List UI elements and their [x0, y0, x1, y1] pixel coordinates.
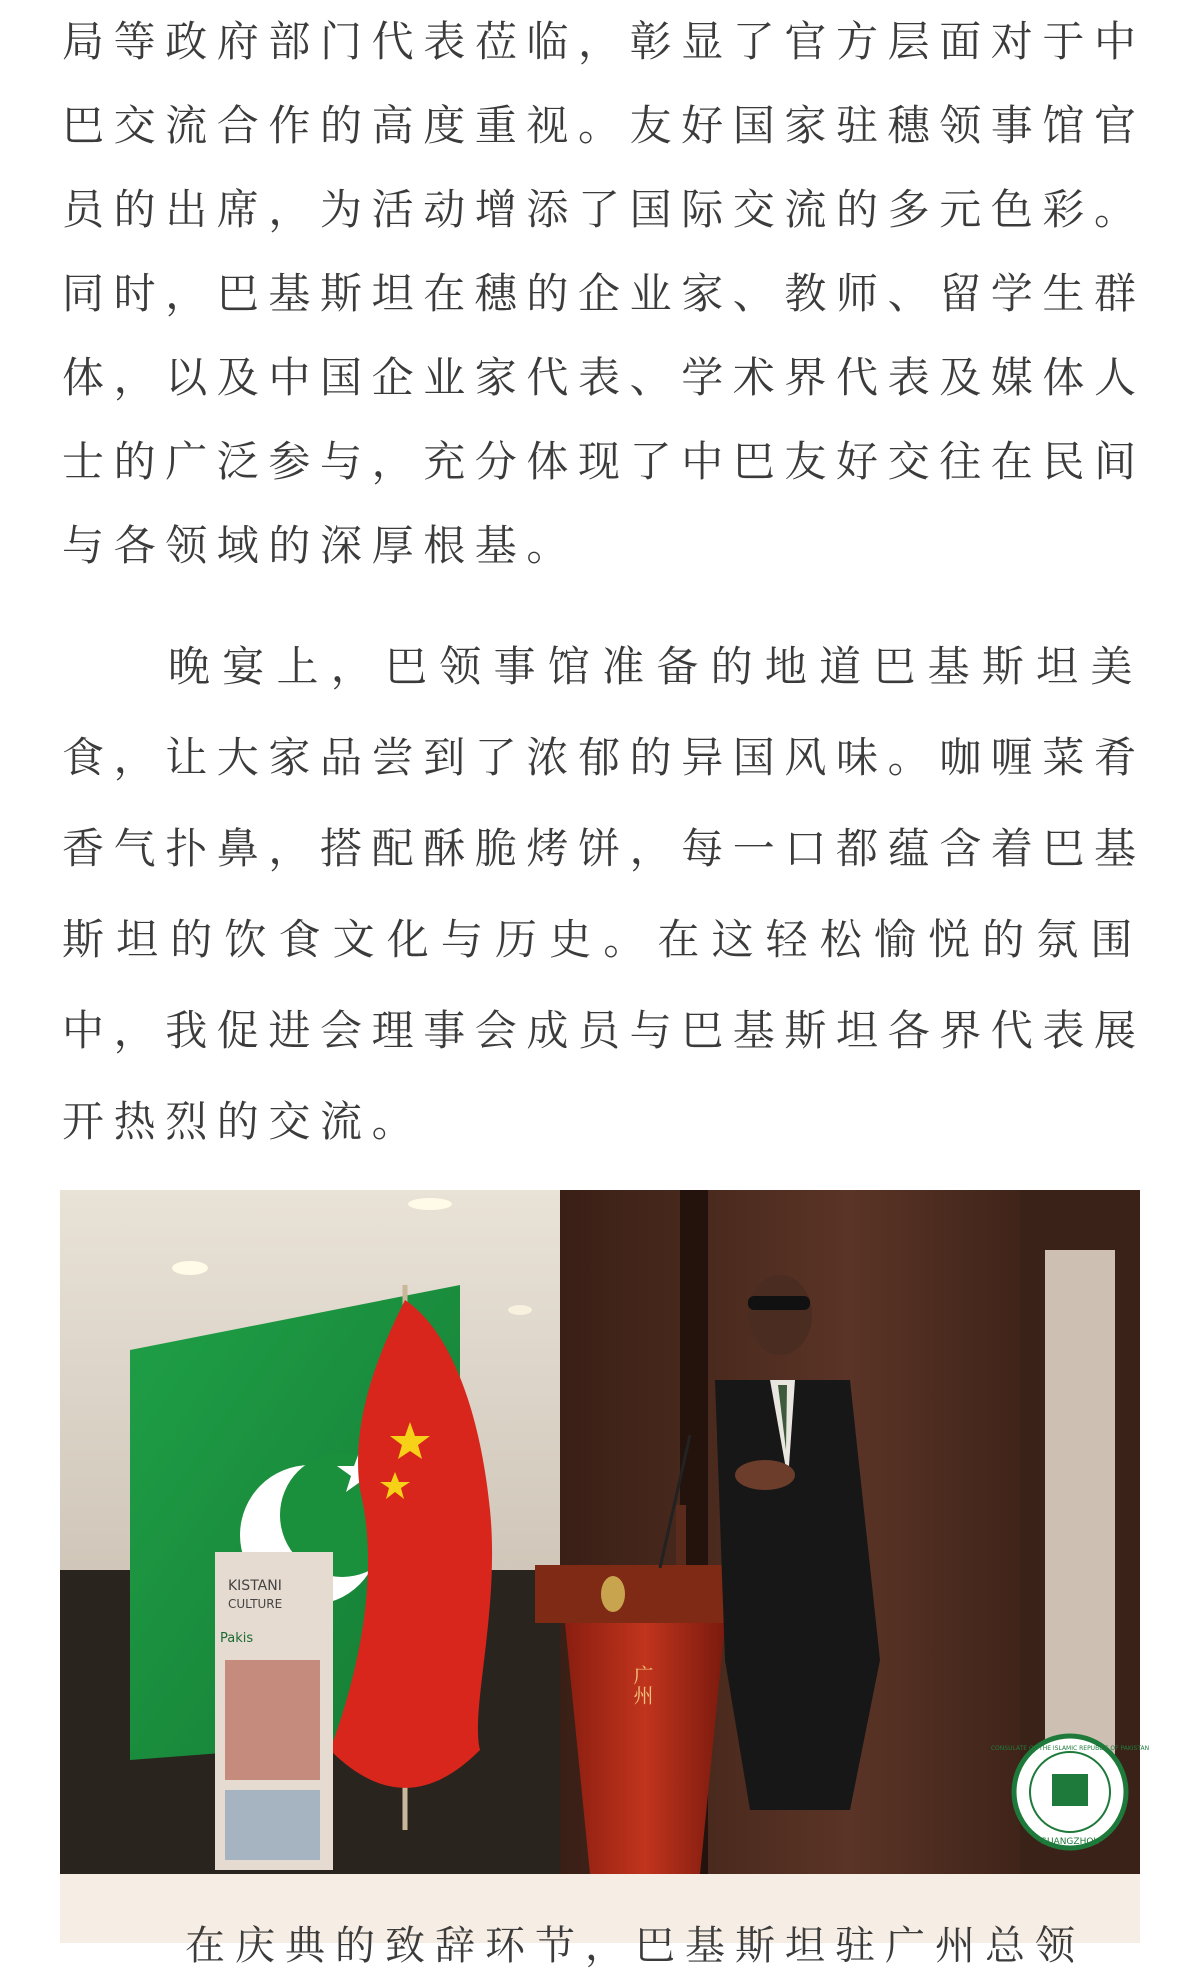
podium-top — [535, 1565, 745, 1623]
paragraph-line: 香气扑鼻，搭配酥脆烤饼，每一口都蕴含着巴基 — [62, 824, 1146, 873]
paragraph-line: 员的出席，为活动增添了国际交流的多元色彩。 — [62, 185, 1146, 234]
banner-text: Pakis — [220, 1631, 254, 1646]
ceiling-light — [408, 1198, 452, 1210]
banner-text: CULTURE — [228, 1597, 283, 1611]
photo-caption: 在庆典的致辞环节，巴基斯坦驻广州总领 — [185, 1923, 1085, 1969]
paragraph-line: 士的广泛参与，充分体现了中巴友好交往在民间 — [62, 437, 1146, 486]
podium-text: 广州 — [630, 1665, 654, 1705]
paragraph-line: 晚宴上，巴领事馆准备的地道巴基斯坦美 — [168, 642, 1142, 691]
article-photo[interactable] — [60, 1190, 1150, 1874]
paragraph-line: 同时，巴基斯坦在穗的企业家、教师、留学生群 — [62, 269, 1146, 318]
paragraph-line: 开热烈的交流。 — [62, 1097, 424, 1146]
seal-ring-text: CONSULATE OF THE ISLAMIC REPUBLIC OF PAKISTAN — [990, 1745, 1150, 1752]
speaker-suit — [715, 1380, 880, 1810]
article-paragraph-2 — [62, 621, 1146, 1167]
podium — [565, 1623, 725, 1874]
event-photo-illustration — [60, 1190, 1150, 1874]
ceiling-light — [172, 1261, 208, 1275]
article-paragraph-1 — [62, 0, 1146, 588]
seal-city: GUANGZHOU — [1039, 1837, 1101, 1847]
emblem-icon — [601, 1576, 625, 1612]
photo-caption-band — [60, 1874, 1140, 1969]
paragraph-line: 体，以及中国企业家代表、学术界代表及媒体人 — [62, 353, 1146, 402]
speaker-head — [748, 1275, 812, 1355]
banner-text: KISTANI — [228, 1578, 282, 1594]
ceiling-light — [508, 1305, 532, 1315]
paragraph-line: 局等政府部门代表莅临，彰显了官方层面对于中 — [62, 17, 1146, 66]
paragraph-line: 与各领域的深厚根基。 — [62, 521, 579, 570]
paragraph-line: 巴交流合作的高度重视。友好国家驻穗领事馆官 — [62, 101, 1146, 150]
paragraph-line: 斯坦的饮食文化与历史。在这轻松愉悦的氛围 — [62, 915, 1142, 964]
paragraph-line: 中，我促进会理事会成员与巴基斯坦各界代表展 — [62, 1006, 1146, 1055]
paragraph-line: 食，让大家品尝到了浓郁的异国风味。咖喱菜肴 — [62, 733, 1146, 782]
